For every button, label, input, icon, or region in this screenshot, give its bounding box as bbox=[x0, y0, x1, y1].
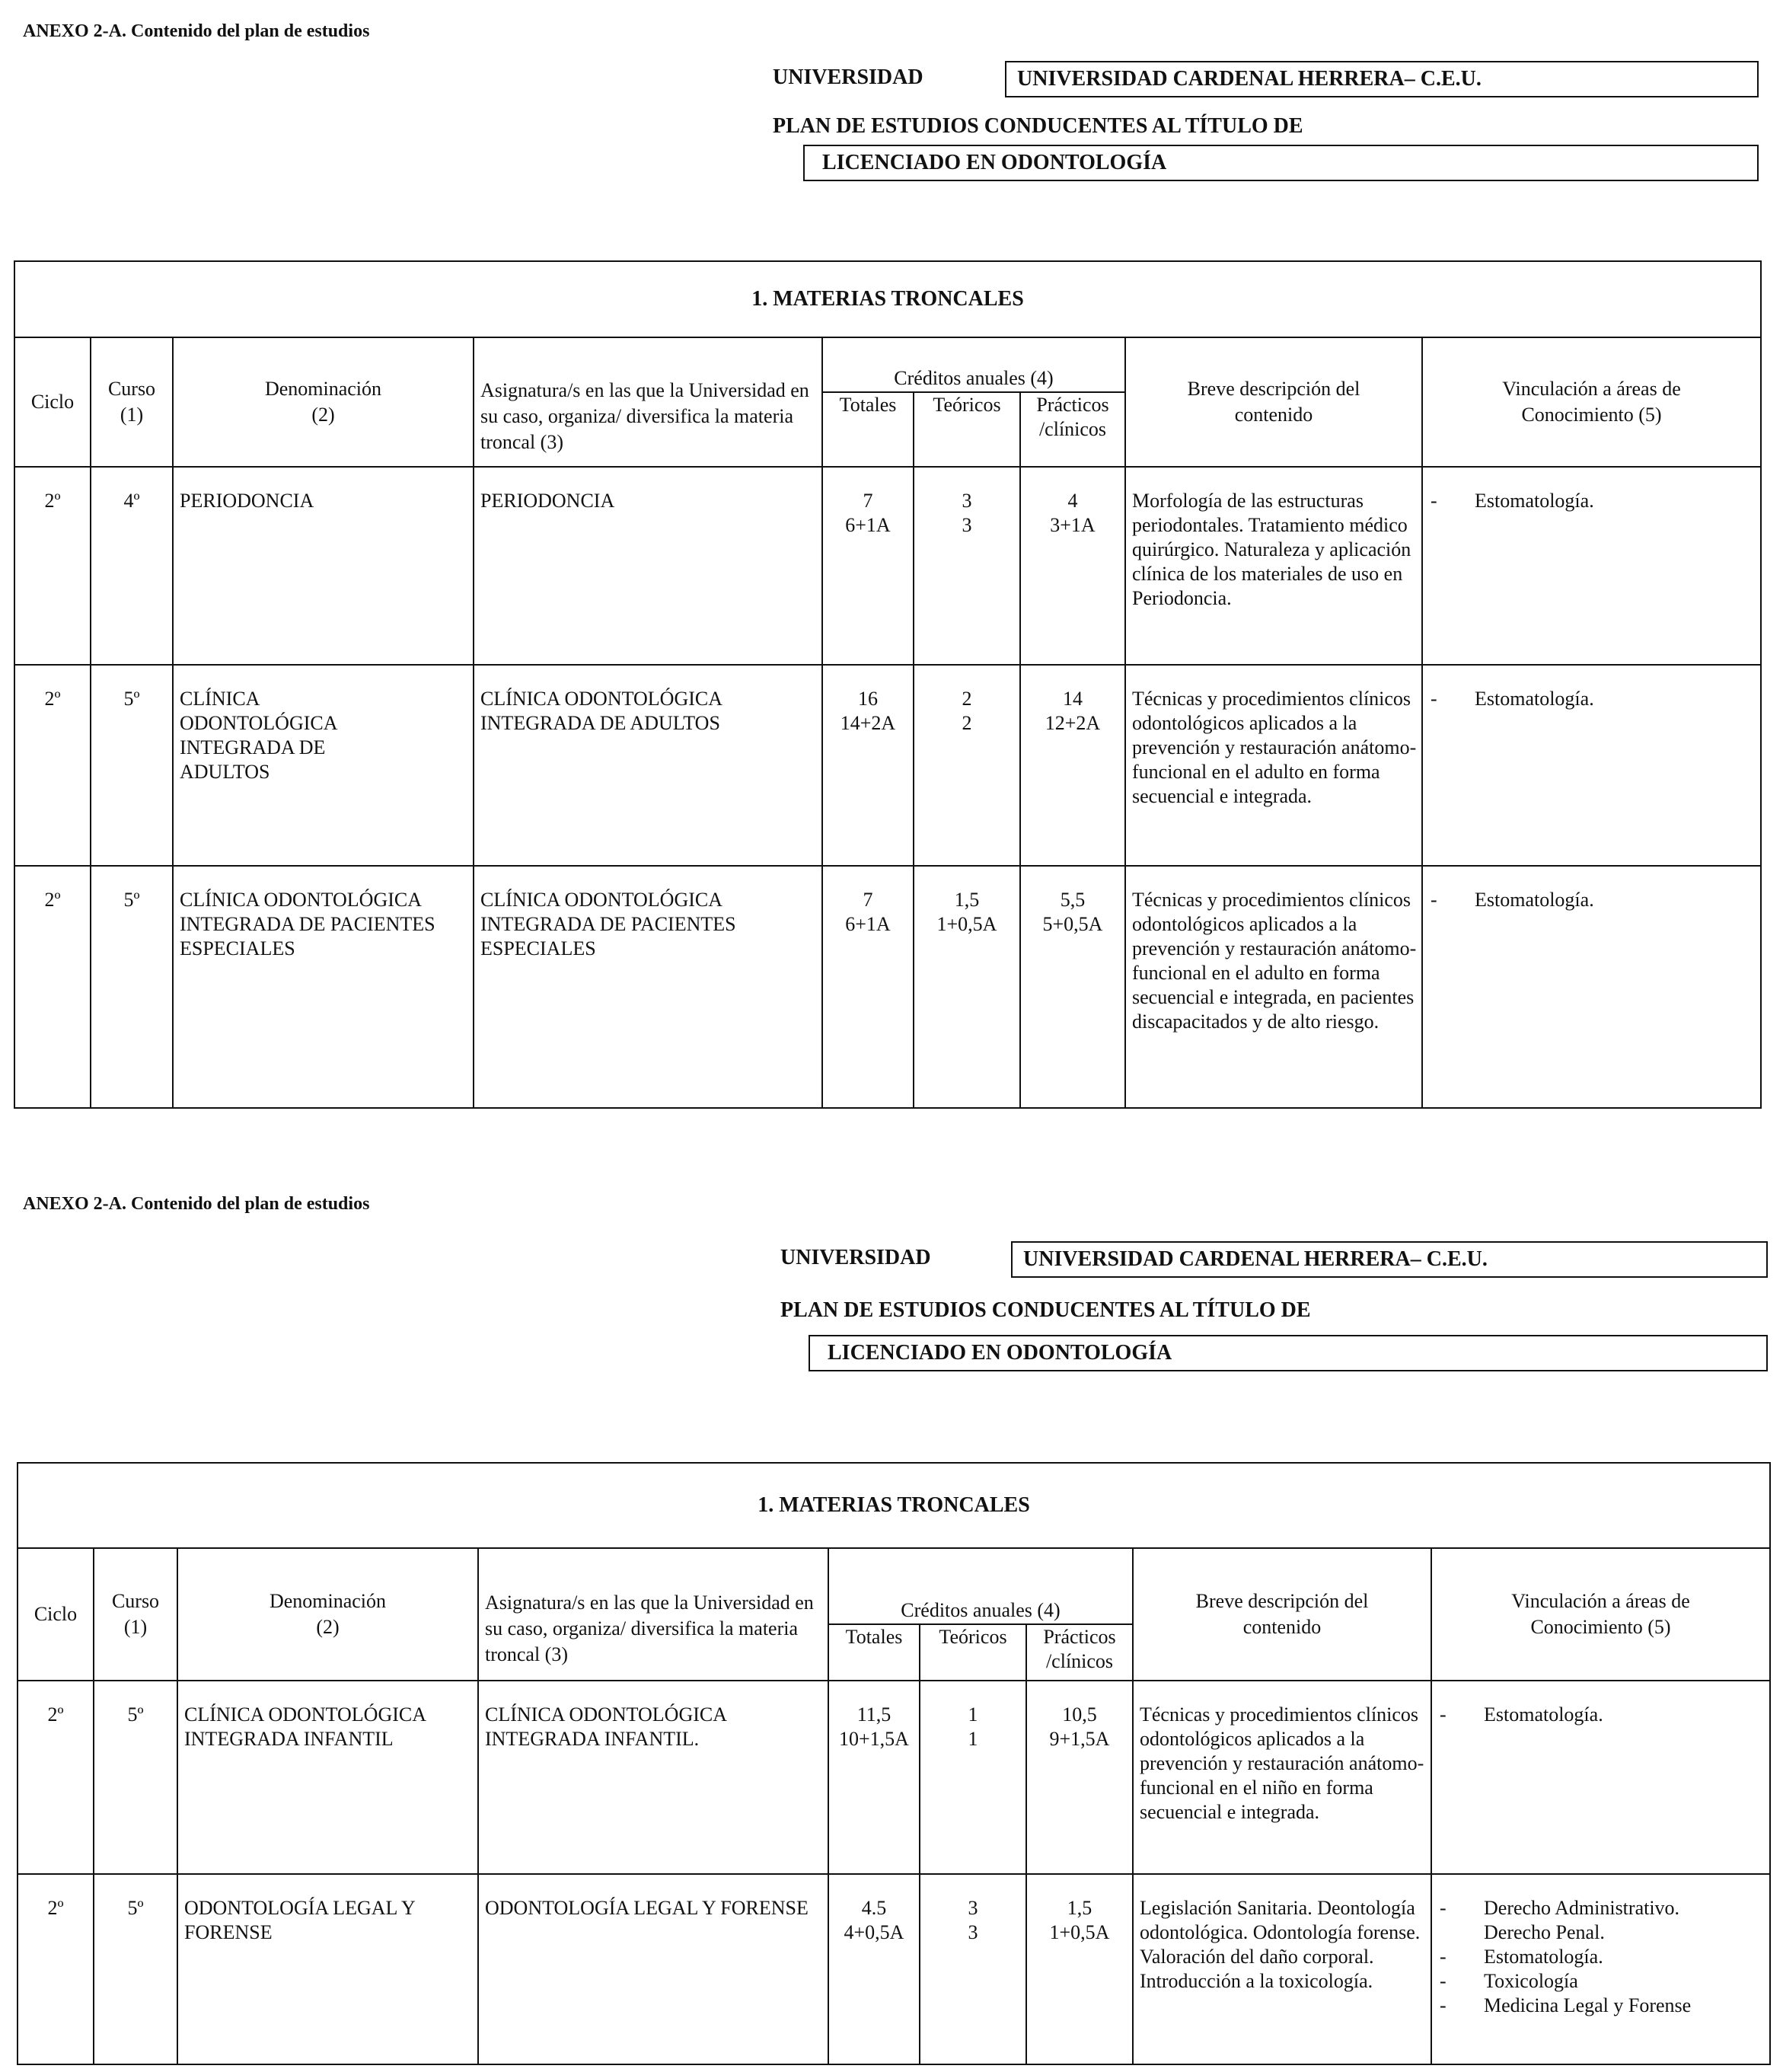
titulo-field: LICENCIADO EN ODONTOLOGÍA bbox=[803, 145, 1759, 181]
cell-ciclo: 2º bbox=[18, 1681, 94, 1874]
cell-ciclo: 2º bbox=[14, 467, 91, 665]
area-item: - Derecho Administrativo. bbox=[1440, 1897, 1680, 1919]
section-title: 1. MATERIAS TRONCALES bbox=[14, 261, 1761, 337]
cell-descripcion: Morfología de las estructuras periodontales. Tratamiento médico quirúrgico. Naturaleza y aplicación clínica de los materiales de uso en Periodoncia. bbox=[1125, 467, 1422, 665]
universidad-label: UNIVERSIDAD bbox=[780, 1246, 931, 1269]
practicos-breakdown: 1+0,5A bbox=[1049, 1921, 1110, 1943]
cell-descripcion: Técnicas y procedimientos clínicos odontológicos aplicados a la prevención y restauración anátomo-funcional en el niño en forma secuencial e integrada. bbox=[1133, 1681, 1431, 1874]
area-item: - Estomatología. bbox=[1440, 1703, 1603, 1726]
cell-denominacion: PERIODONCIA bbox=[173, 467, 474, 665]
cell-totales bbox=[822, 467, 914, 665]
cell-curso: 5º bbox=[91, 665, 173, 866]
area-item: - Estomatología. bbox=[1431, 688, 1594, 710]
header-descripcion: Breve descripción del contenido bbox=[1133, 1548, 1431, 1681]
header-totales: Totales bbox=[822, 392, 914, 467]
totales-value: 4.5 bbox=[861, 1897, 887, 1919]
titulo-field: LICENCIADO EN ODONTOLOGÍA bbox=[809, 1335, 1768, 1371]
cell-ciclo: 2º bbox=[18, 1874, 94, 2064]
teoricos-breakdown: 3 bbox=[968, 1921, 978, 1943]
cell-curso: 5º bbox=[94, 1681, 177, 1874]
cell-totales bbox=[822, 665, 914, 866]
totales-value: 7 bbox=[863, 889, 873, 911]
header-totales: Totales bbox=[828, 1624, 920, 1681]
cell-practicos bbox=[1026, 1874, 1133, 2064]
cell-curso: 5º bbox=[91, 866, 173, 1108]
cell-teoricos bbox=[920, 1681, 1026, 1874]
practicos-breakdown: 3+1A bbox=[1050, 514, 1096, 536]
area-item: - Estomatología. bbox=[1440, 1946, 1603, 1968]
cell-denominacion: CLÍNICA ODONTOLÓGICA INTEGRADA INFANTIL bbox=[177, 1681, 478, 1874]
header-denominacion bbox=[173, 337, 474, 467]
cell-teoricos bbox=[920, 1874, 1026, 2064]
practicos-value: 10,5 bbox=[1062, 1703, 1097, 1726]
header-curso-note: (1) bbox=[123, 1616, 148, 1638]
header-curso-label: Curso bbox=[107, 378, 156, 400]
materias-troncales-table bbox=[14, 260, 1762, 1109]
header-curso-label: Curso bbox=[111, 1590, 160, 1612]
cell-areas bbox=[1422, 866, 1761, 1108]
header-teoricos: Teóricos bbox=[920, 1624, 1026, 1681]
totales-value: 11,5 bbox=[856, 1703, 892, 1726]
cell-teoricos bbox=[914, 866, 1020, 1108]
cell-denominacion: CLÍNICA ODONTOLÓGICA INTEGRADA DE ADULTOS bbox=[173, 665, 474, 866]
universidad-field: UNIVERSIDAD CARDENAL HERRERA– C.E.U. bbox=[1005, 61, 1759, 97]
cell-teoricos bbox=[914, 467, 1020, 665]
area-label: Estomatología. bbox=[1475, 688, 1594, 710]
totales-breakdown: 14+2A bbox=[840, 712, 896, 734]
totales-value: 16 bbox=[858, 688, 878, 710]
area-label: Toxicología bbox=[1484, 1970, 1578, 1992]
cell-totales bbox=[822, 866, 914, 1108]
cell-practicos bbox=[1020, 665, 1125, 866]
cell-descripcion: Legislación Sanitaria. Deontología odontológica. Odontología forense. Valoración del daño corporal. Introducción a la toxicología. bbox=[1133, 1874, 1431, 2064]
teoricos-breakdown: 2 bbox=[962, 712, 972, 734]
header-teoricos: Teóricos bbox=[914, 392, 1020, 467]
totales-value: 7 bbox=[863, 490, 873, 512]
cell-areas bbox=[1422, 665, 1761, 866]
section-title: 1. MATERIAS TRONCALES bbox=[18, 1463, 1770, 1548]
header-practicos: Prácticos /clínicos bbox=[1026, 1624, 1133, 1681]
area-label: Estomatología. bbox=[1484, 1703, 1603, 1726]
area-label: Derecho Penal. bbox=[1484, 1921, 1605, 1943]
table-row bbox=[14, 467, 1761, 665]
teoricos-breakdown: 1 bbox=[968, 1728, 978, 1750]
cell-practicos bbox=[1020, 866, 1125, 1108]
cell-asignatura: CLÍNICA ODONTOLÓGICA INTEGRADA INFANTIL. bbox=[478, 1681, 828, 1874]
practicos-breakdown: 12+2A bbox=[1045, 712, 1101, 734]
anexo-heading: ANEXO 2-A. Contenido del plan de estudios bbox=[23, 1194, 370, 1214]
header-asignatura: Asignatura/s en las que la Universidad en su caso, organiza/ diversifica la materia troncal (3) bbox=[478, 1548, 828, 1681]
header-vinculacion: Vinculación a áreas de Conocimiento (5) bbox=[1422, 337, 1761, 467]
header-asignatura: Asignatura/s en las que la Universidad en su caso, organiza/ diversifica la materia troncal (3) bbox=[474, 337, 822, 467]
area-item: - Medicina Legal y Forense bbox=[1440, 1994, 1692, 2016]
cell-asignatura: ODONTOLOGÍA LEGAL Y FORENSE bbox=[478, 1874, 828, 2064]
universidad-label: UNIVERSIDAD bbox=[773, 65, 923, 89]
cell-areas bbox=[1422, 467, 1761, 665]
cell-curso: 4º bbox=[91, 467, 173, 665]
plan-label: PLAN DE ESTUDIOS CONDUCENTES AL TÍTULO DE bbox=[780, 1298, 1311, 1322]
header-ciclo: Ciclo bbox=[18, 1548, 94, 1681]
area-item: - Estomatología. bbox=[1431, 490, 1594, 512]
practicos-value: 1,5 bbox=[1067, 1897, 1092, 1919]
totales-breakdown: 6+1A bbox=[845, 514, 891, 536]
cell-asignatura: CLÍNICA ODONTOLÓGICA INTEGRADA DE PACIENTES ESPECIALES bbox=[474, 866, 822, 1108]
cell-descripcion: Técnicas y procedimientos clínicos odontológicos aplicados a la prevención y restauración anátomo-funcional en el adulto en forma secuencial e integrada. bbox=[1125, 665, 1422, 866]
table-row bbox=[18, 1681, 1770, 1874]
materias-troncales-table bbox=[17, 1462, 1771, 2065]
plan-label: PLAN DE ESTUDIOS CONDUCENTES AL TÍTULO DE bbox=[773, 114, 1303, 138]
table-row bbox=[14, 665, 1761, 866]
header-denominacion-note: (2) bbox=[316, 1616, 340, 1638]
practicos-breakdown: 9+1,5A bbox=[1049, 1728, 1110, 1750]
header-denominacion bbox=[177, 1548, 478, 1681]
area-label: Estomatología. bbox=[1484, 1946, 1603, 1968]
cell-ciclo: 2º bbox=[14, 665, 91, 866]
header-curso bbox=[91, 337, 173, 467]
practicos-value: 5,5 bbox=[1060, 889, 1086, 911]
table-row bbox=[18, 1874, 1770, 2064]
cell-practicos bbox=[1020, 467, 1125, 665]
table-row bbox=[14, 866, 1761, 1108]
anexo-heading: ANEXO 2-A. Contenido del plan de estudios bbox=[23, 21, 370, 41]
teoricos-value: 3 bbox=[968, 1897, 978, 1919]
area-item: - Toxicología bbox=[1440, 1970, 1578, 1992]
area-label: Derecho Administrativo. bbox=[1484, 1897, 1680, 1919]
totales-breakdown: 6+1A bbox=[845, 913, 891, 935]
area-item bbox=[1437, 1920, 1765, 1945]
header-descripcion: Breve descripción del contenido bbox=[1125, 337, 1422, 467]
cell-areas bbox=[1431, 1681, 1770, 1874]
cell-descripcion: Técnicas y procedimientos clínicos odontológicos aplicados a la prevención y restauración anátomo-funcional en el adulto en forma secuencial e integrada, en pacientes discapacitados y de alto riesgo. bbox=[1125, 866, 1422, 1108]
practicos-value: 4 bbox=[1067, 490, 1078, 512]
header-vinculacion: Vinculación a áreas de Conocimiento (5) bbox=[1431, 1548, 1770, 1681]
practicos-breakdown: 5+0,5A bbox=[1042, 913, 1103, 935]
cell-denominacion: CLÍNICA ODONTOLÓGICA INTEGRADA DE PACIENTES ESPECIALES bbox=[173, 866, 474, 1108]
totales-breakdown: 4+0,5A bbox=[844, 1921, 904, 1943]
header-denominacion-label: Denominación bbox=[264, 378, 382, 400]
area-label: Estomatología. bbox=[1475, 490, 1594, 512]
cell-curso: 5º bbox=[94, 1874, 177, 2064]
teoricos-value: 2 bbox=[962, 688, 972, 710]
practicos-value: 14 bbox=[1063, 688, 1083, 710]
cell-asignatura: PERIODONCIA bbox=[474, 467, 822, 665]
area-item: - Estomatología. bbox=[1431, 889, 1594, 911]
header-practicos: Prácticos /clínicos bbox=[1020, 392, 1125, 467]
cell-totales bbox=[828, 1874, 920, 2064]
area-label: Medicina Legal y Forense bbox=[1484, 1994, 1692, 2016]
header-ciclo: Ciclo bbox=[14, 337, 91, 467]
teoricos-value: 3 bbox=[962, 490, 972, 512]
teoricos-breakdown: 3 bbox=[962, 514, 972, 536]
header-curso bbox=[94, 1548, 177, 1681]
header-denominacion-label: Denominación bbox=[269, 1590, 387, 1612]
teoricos-value: 1 bbox=[968, 1703, 978, 1726]
cell-denominacion: ODONTOLOGÍA LEGAL Y FORENSE bbox=[177, 1874, 478, 2064]
header-denominacion-note: (2) bbox=[311, 404, 335, 426]
teoricos-breakdown: 1+0,5A bbox=[936, 913, 997, 935]
universidad-field: UNIVERSIDAD CARDENAL HERRERA– C.E.U. bbox=[1011, 1241, 1768, 1278]
cell-areas bbox=[1431, 1874, 1770, 2064]
totales-breakdown: 10+1,5A bbox=[839, 1728, 909, 1750]
header-curso-note: (1) bbox=[120, 404, 144, 426]
header-creditos: Créditos anuales (4) bbox=[828, 1548, 1133, 1624]
cell-teoricos bbox=[914, 665, 1020, 866]
cell-totales bbox=[828, 1681, 920, 1874]
area-label: Estomatología. bbox=[1475, 889, 1594, 911]
header-creditos: Créditos anuales (4) bbox=[822, 337, 1125, 392]
cell-practicos bbox=[1026, 1681, 1133, 1874]
cell-ciclo: 2º bbox=[14, 866, 91, 1108]
teoricos-value: 1,5 bbox=[954, 889, 980, 911]
cell-asignatura: CLÍNICA ODONTOLÓGICA INTEGRADA DE ADULTOS bbox=[474, 665, 822, 866]
